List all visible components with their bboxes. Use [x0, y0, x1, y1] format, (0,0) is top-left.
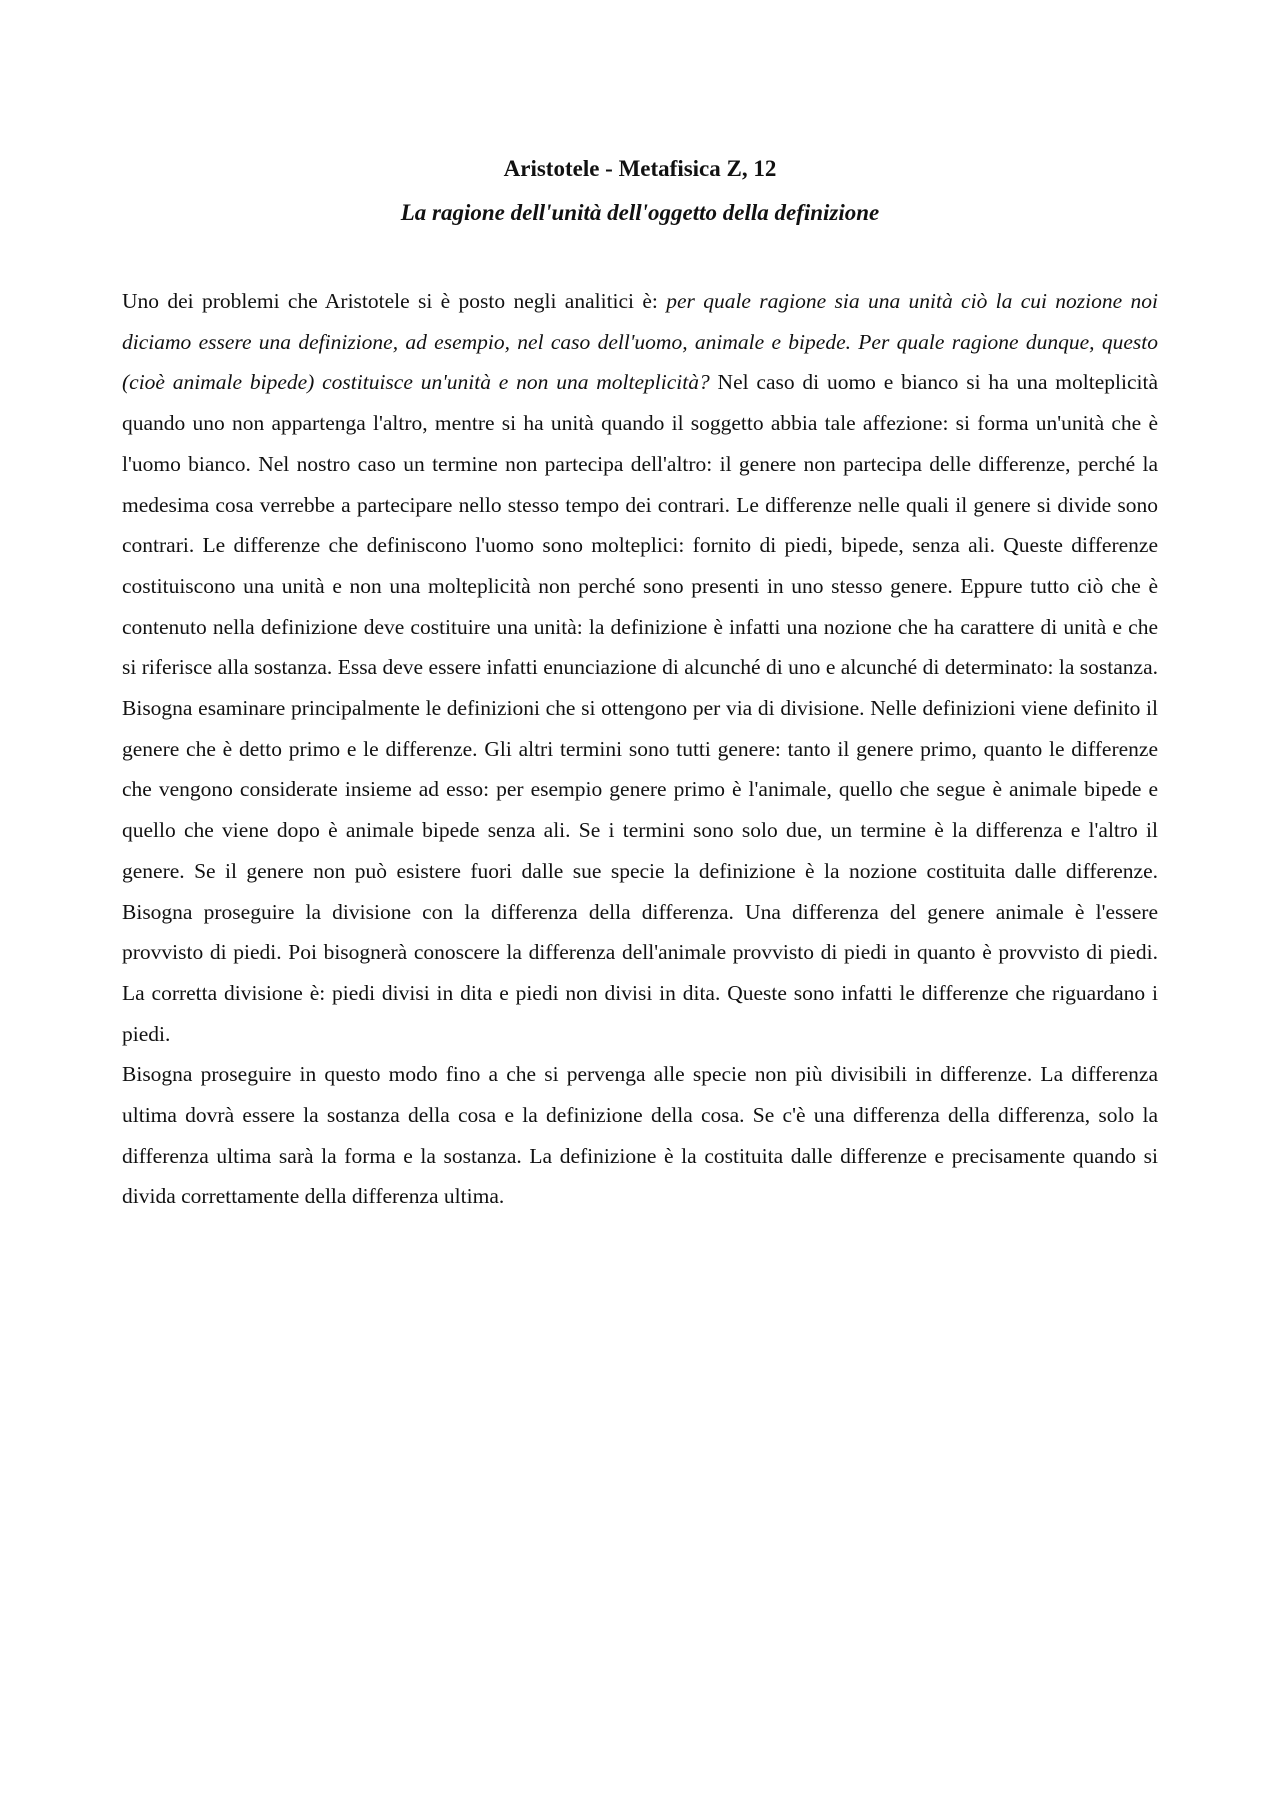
document-body	[122, 281, 1158, 1217]
paragraph-1	[122, 281, 1158, 1054]
document-subtitle: La ragione dell'unità dell'oggetto della definizione	[400, 200, 880, 225]
paragraph-2: Bisogna proseguire in questo modo fino a che si pervenga alle specie non più divisibili in differenze. La differenza ultima dovrà essere la sostanza della cosa e la definizione della cosa. Se c'è una differenza della differenza, solo la differenza ultima sarà la forma e la sostanza. La definizione è la costituita dalle differenze e precisamente quando si divida correttamente della differenza ultima.	[122, 1062, 1158, 1209]
paragraph-1-rest: Nel caso di uomo e bianco si ha una molteplicità quando uno non appartenga l'altro, mentre si ha unità quando il soggetto abbia tale affezione: si forma un'unità che è l'uomo bianco. Nel nostro caso un termine non partecipa dell'altro: il genere non partecipa delle differenze, perché la medesima cosa verrebbe a partecipare nello stesso tempo dei contrari. Le differenze nelle quali il genere si divide sono contrari. Le differenze che definiscono l'uomo sono molteplici: fornito di piedi, bipede, senza ali. Queste differenze costituiscono una unità e non una molteplicità non perché sono presenti in uno stesso genere. Eppure tutto ciò che è contenuto nella definizione deve costituire una unità: la definizione è infatti una nozione che ha carattere di unità e che si riferisce alla sostanza. Essa deve essere infatti enunciazione di alcunché di uno e alcunché di determinato: la sostanza. Bisogna esaminare principalmente le definizioni che si ottengono per via di divisione. Nelle definizioni viene definito il genere che è detto primo e le differenze. Gli altri termini sono tutti genere: tanto il genere primo, quanto le differenze che vengono considerate insieme ad esso: per esempio genere primo è l'animale, quello che segue è animale bipede e quello che viene dopo è animale bipede senza ali. Se i termini sono solo due, un termine è la differenza e l'altro il genere. Se il genere non può esistere fuori dalle sue specie la definizione è la nozione costituita dalle differenze. Bisogna proseguire la divisione con la differenza della differenza. Una differenza del genere animale è l'essere provvisto di piedi. Poi bisognerà conoscere la differenza dell'animale provvisto di piedi in quanto è provvisto di piedi. La corretta divisione è: piedi divisi in dita e piedi non divisi in dita. Queste sono infatti le differenze che riguardano i piedi.	[122, 370, 1158, 1046]
document-title: Aristotele - Metafisica Z, 12	[503, 156, 777, 181]
paragraph-1-intro: Uno dei problemi che Aristotele si è posto negli analitici è:	[122, 289, 667, 313]
paragraph-1-question: per quale ragione sia una unità ciò la cui nozione noi diciamo essere una definizione, ad esempio, nel caso dell'uomo, animale e bipede. Per quale ragione dunque, questo (cioè animale bipede) costituisce un'unità e non una molteplicità?	[122, 289, 1158, 395]
